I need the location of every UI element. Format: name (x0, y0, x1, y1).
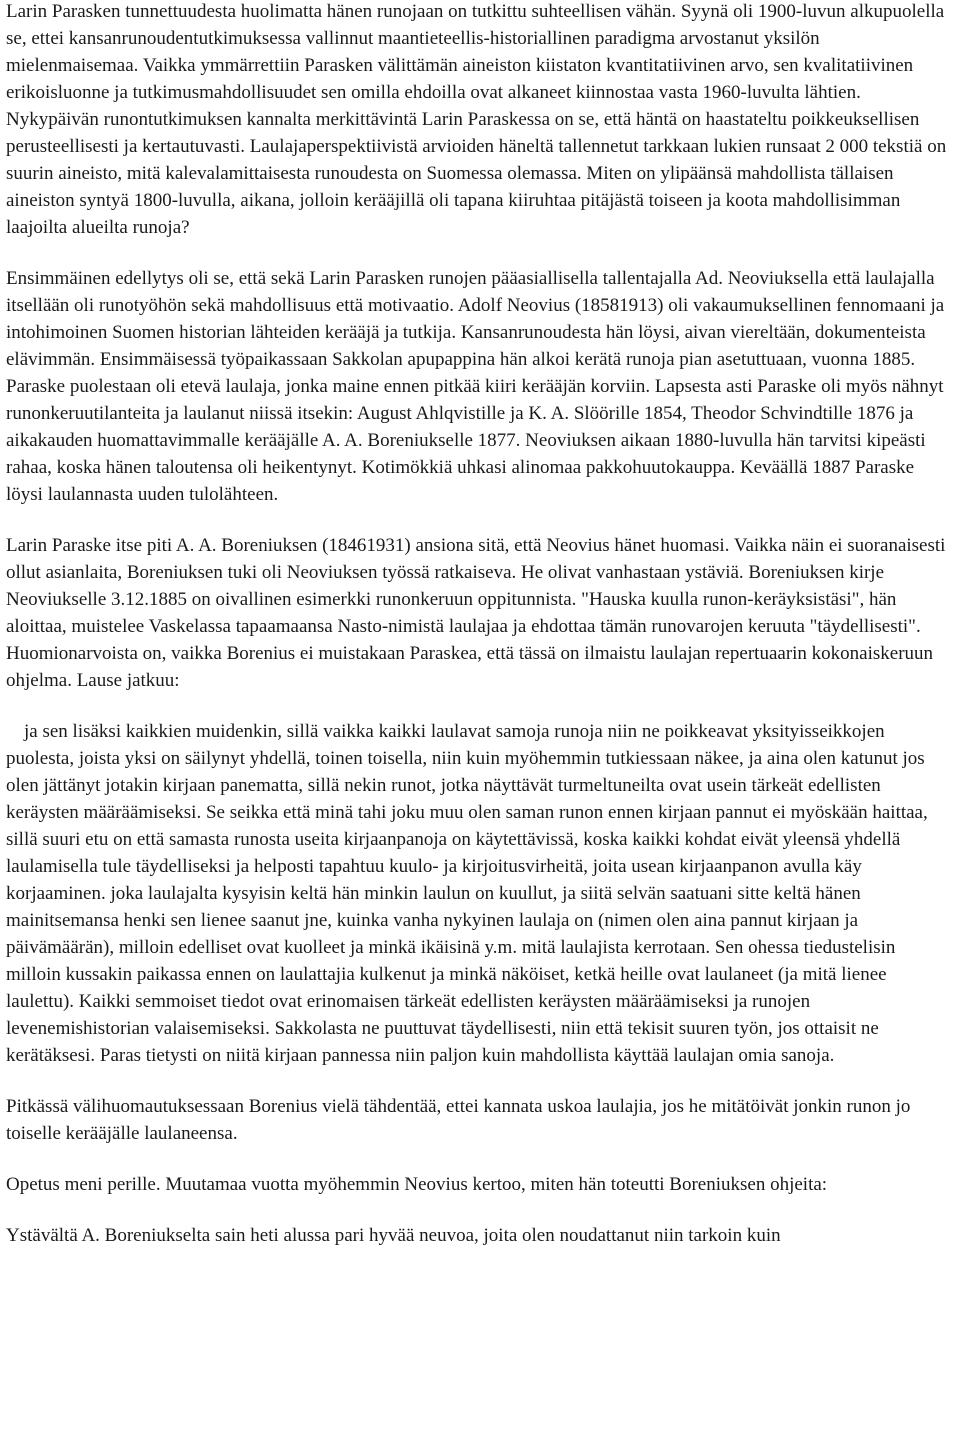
quote-text: ja sen lisäksi kaikkien muidenkin, sillä vaikka kaikki laulavat samoja runoja niin ne poikkeavat yksityisseikkojen puolesta, joista yksi on säilynyt yhdellä, toinen toisella, niin kuin myöhemmin tutkiessaan näkee, ja aina olen katunut jos olen jättänyt jotakin kirjaan panematta, sillä nekin runot, jotka näyttävät turmeltuneilta ovat usein tärkeät edellisten keräysten määräämiseksi. Se seikka että minä tahi joku muu olen saman runon ennen kirjaan pannut ei myöskään haittaa, sillä suuri etu on että samasta runosta useita kirjaanpanoja on käytettävissä, koska kaikki kohdat eivät yleensä yhdellä laulamisella tule täydelliseksi ja helposti tapahtuu kuulo- ja kirjoitusvirheitä, joita usean kirjaanpanon avulla käy korjaaminen. joka laulajalta kysyisin keltä hän minkin laulun on kuullut, ja siitä selvän saatuani sitte keltä hänen mainitsemansa henki sen lienee saanut jne, kuinka vanha nykyinen laulaja on (nimen olen aina pannut kirjaan ja päivämäärän), milloin edelliset ovat kuolleet ja minkä ikäisinä y.m. mitä laulajista kerrotaan. Sen ohessa tiedustelisin milloin kussakin paikassa ennen on laulattajia kulkenut ja minkä näköiset, ketkä heille ovat laulaneet (ja mitä lienee laulettu). Kaikki semmoiset tiedot ovat erinomaisen tärkeät edellisten keräysten määräämiseksi ja runojen levenemishistorian valaisemiseksi. Sakkolasta ne puuttuvat täydellisesti, niin että tekisit suuren työn, jos ottaisit ne kerätäksesi. Paras tietysti on niitä kirjaan pannessa niin paljon kuin mahdollista käyttää laulajan omia sanoja. (6, 721, 928, 1066)
paragraph-borenius: Larin Paraske itse piti A. A. Boreniuksen (18461931) ansiona sitä, että Neovius hänet huomasi. Vaikka näin ei suoranaisesti ollut asianlaita, Boreniuksen tuki oli Neoviuksen työssä ratkaiseva. He olivat vanhastaan ystäviä. Boreniuksen kirje Neoviukselle 3.12.1885 on oivallinen esimerkki runonkeruun oppitunnista. "Hauska kuulla runon-keräyksistäsi", hän aloittaa, muistelee Vaskelassa tapaamaansa Nasto-nimistä laulajaa ja ehdottaa tämän runovarojen keruuta "täydellisesti". Huomionarvoista on, vaikka Borenius ei muistakaan Paraskea, että tässä on ilmaistu laulajan repertuaarin kokonaiskeruun ohjelma. Lause jatkuu: (6, 535, 946, 691)
paragraph-continuation: Ystävältä A. Boreniukselta sain heti alussa pari hyvää neuvoa, joita olen noudattanut niin tarkoin kuin (6, 1225, 781, 1246)
paragraph-neovius: Ensimmäinen edellytys oli se, että sekä Larin Parasken runojen pääasiallisella tallentajalla Ad. Neoviuksella että laulajalla itsellään oli runotyöhön sekä mahdollisuus että motivaatio. Adolf Neovius (18581913) oli vakaumuksellinen fennomaani ja intohimoinen Suomen historian lähteiden kerääjä ja tutkija. Kansanrunoudesta hän löysi, aivan viereltään, dokumenteista elävimmän. Ensimmäisessä työpaikassaan Sakkolan apupappina hän alkoi kerätä runoja pian asetuttuaan, vuonna 1885. Paraske puolestaan oli etevä laulaja, jonka maine ennen pitkää kiiri kerääjän korviin. Lapsesta asti Paraske oli myös nähnyt runonkeruutilanteita ja laulanut niissä itsekin: August Ahlqvistille ja K. A. Slöörille 1854, Theodor Schvindtille 1876 ja aikakauden huomattavimmalle kerääjälle A. A. Boreniukselle 1877. Neoviuksen aikaan 1880-luvulla hän tarvitsi kipeästi rahaa, koska hänen taloutensa oli heikentynyt. Kotimökkiä uhkasi alinomaa pakkohuutokauppa. Keväällä 1887 Paraske löysi laulannasta uuden tulolähteen. (6, 268, 945, 505)
paragraph-lesson: Opetus meni perille. Muutamaa vuotta myöhemmin Neovius kertoo, miten hän toteutti Boreniuksen ohjeita: (6, 1174, 828, 1195)
paragraph-remark: Pitkässä välihuomautuksessaan Borenius vielä tähdentää, ettei kannata uskoa laulajia, jos he mitätöivät jonkin runon jo toiselle kerääjälle laulaneensa. (6, 1096, 911, 1144)
paragraph-intro: Larin Parasken tunnettuudesta huolimatta hänen runojaan on tutkittu suhteellisen vähän. Syynä oli 1900-luvun alkupuolella se, ettei kansanrunoudentutkimuksessa vallinnut maantieteellis-historiallinen paradigma arvostanut yksilön mielenmaisemaa. Vaikka ymmärrettiin Parasken välittämän aineiston kiistaton kvantitatiivinen arvo, sen kvalitatiivinen erikoisluonne ja tutkimusmahdollisuudet sen omilla ehdoilla ovat alkaneet kiinnostaa vasta 1960-luvulta lähtien. Nykypäivän runontutkimuksen kannalta merkittävintä Larin Paraskessa on se, että häntä on haastateltu poikkeuksellisen perusteellisesti ja kertautuvasti. Laulajaperspektiivistä arvioiden häneltä tallennetut tarkkaan lukien runsaat 2 000 tekstiä on suurin aineisto, mitä kalevalamittaisesta runoudesta on Suomessa olemassa. Miten on ylipäänsä mahdollista tällaisen aineiston syntyä 1800-luvulla, aikana, jolloin kerääjillä oli tapana kiiruhtaa pitäjästä toiseen ja koota mahdollisimman laajoilta alueilta runoja? (6, 1, 947, 238)
block-quote (6, 718, 954, 1069)
document-page (6, 0, 954, 1249)
